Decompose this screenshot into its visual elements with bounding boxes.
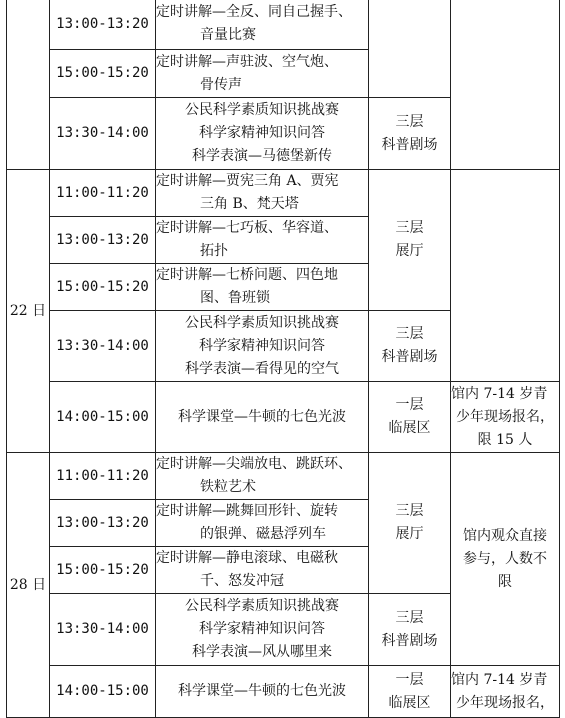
time-cell: 13:30-14:00	[50, 98, 156, 170]
day-cell	[7, 0, 50, 170]
time-cell: 13:00-13:20	[50, 217, 156, 264]
venue-line: 三层	[395, 609, 424, 626]
activity-line: 科学表演—马德堡新传	[192, 148, 332, 164]
activity-line: 科学家精神知识问答	[199, 125, 325, 141]
activity-line: 公民科学素质知识挑战赛	[185, 314, 339, 331]
venue-cell	[369, 0, 451, 98]
note-cell	[451, 170, 560, 382]
activity-cell	[156, 0, 369, 50]
activity-line: 公民科学素质知识挑战赛	[185, 598, 339, 614]
note-line: 限	[498, 573, 512, 590]
note-line: 少年现场报名，	[456, 408, 554, 425]
activity-line: 科学家精神知识问答	[199, 621, 325, 637]
activity-line: 定时讲解—静电滚球、电磁秋	[156, 550, 338, 566]
day-cell: 22 日	[7, 170, 50, 453]
venue-cell	[369, 382, 451, 453]
activity-line: 科学表演—看得见的空气	[185, 360, 339, 377]
activity-line: 定时讲解—七桥问题、四色地	[156, 267, 338, 283]
activity-line: 拓扑	[200, 243, 228, 259]
activity-cell	[156, 170, 369, 217]
table-row	[7, 0, 560, 50]
activity-line: 科学课堂—牛顿的七色光波	[178, 683, 346, 699]
activity-line: 公民科学素质知识挑战赛	[185, 102, 339, 118]
table-row	[7, 170, 560, 217]
activity-cell	[156, 217, 369, 264]
activity-line: 科学家精神知识问答	[199, 337, 325, 354]
time-cell: 11:00-11:20	[50, 170, 156, 217]
activity-cell	[156, 666, 369, 718]
venue-line: 科普剧场	[381, 632, 438, 649]
venue-cell	[369, 98, 451, 170]
time-cell: 15:00-15:20	[50, 264, 156, 311]
venue-cell	[369, 170, 451, 311]
time-cell: 15:00-15:20	[50, 547, 156, 594]
activity-line: 定时讲解—跳舞回形针、旋转	[156, 503, 338, 519]
time-cell: 13:30-14:00	[50, 311, 156, 382]
time-cell: 11:00-11:20	[50, 453, 156, 500]
note-line: 少年现场报名，	[456, 694, 554, 711]
activity-line: 音量比赛	[200, 27, 256, 43]
activity-cell	[156, 500, 369, 547]
venue-line: 三层	[395, 113, 424, 130]
activity-cell	[156, 382, 369, 453]
activity-cell	[156, 311, 369, 382]
time-cell: 13:30-14:00	[50, 594, 156, 666]
time-cell: 14:00-15:00	[50, 382, 156, 453]
venue-line: 科普剧场	[381, 349, 438, 365]
activity-line: 的银弹、磁悬浮列车	[200, 526, 326, 542]
note-line: 限 15 人	[477, 431, 533, 448]
activity-line: 铁粒艺术	[200, 479, 256, 495]
note-line: 馆内 7-14 岁青	[451, 385, 548, 402]
activity-line: 定时讲解—全反、同自己握手、	[156, 4, 352, 20]
activity-line: 千、怒发冲冠	[200, 573, 284, 589]
venue-cell	[369, 594, 451, 666]
activity-line: 科学课堂—牛顿的七色光波	[178, 408, 346, 425]
venue-line: 三层	[395, 220, 424, 236]
venue-line: 一层	[395, 671, 424, 688]
venue-cell	[369, 666, 451, 718]
activity-cell	[156, 594, 369, 666]
note-line: 参与，人数不	[463, 550, 547, 567]
venue-line: 三层	[395, 503, 424, 519]
venue-line: 一层	[395, 397, 424, 413]
activity-line: 定时讲解—七巧板、华容道、	[156, 220, 338, 236]
venue-line: 展厅	[395, 243, 424, 259]
activity-line: 科学表演—风从哪里来	[192, 644, 332, 660]
activity-cell	[156, 453, 369, 500]
venue-cell	[369, 311, 451, 382]
activity-line: 骨传声	[200, 76, 242, 93]
venue-line: 临展区	[388, 420, 431, 436]
venue-cell	[369, 453, 451, 594]
table-row	[7, 453, 560, 500]
activity-cell	[156, 264, 369, 311]
activity-line: 定时讲解—贾宪三角 A、贾宪	[156, 173, 339, 189]
venue-line: 临展区	[388, 694, 431, 711]
note-cell	[451, 0, 560, 170]
activity-cell	[156, 98, 369, 170]
venue-line: 科普剧场	[381, 136, 438, 153]
time-cell: 13:00-13:20	[50, 500, 156, 547]
activity-cell	[156, 547, 369, 594]
schedule-table	[6, 0, 560, 718]
table-row	[7, 382, 560, 453]
venue-line: 展厅	[395, 526, 424, 542]
note-line: 馆内观众直接	[463, 527, 547, 544]
time-cell: 15:00-15:20	[50, 50, 156, 98]
activity-line: 三角 B、梵天塔	[200, 196, 299, 212]
time-cell: 13:00-13:20	[50, 0, 156, 50]
note-cell	[451, 453, 560, 666]
venue-line: 三层	[395, 326, 424, 342]
note-line: 馆内 7-14 岁青	[451, 671, 548, 688]
note-cell	[451, 382, 560, 453]
activity-cell	[156, 50, 369, 98]
table-row	[7, 666, 560, 718]
time-cell: 14:00-15:00	[50, 666, 156, 718]
day-cell: 28 日	[7, 453, 50, 718]
activity-line: 图、鲁班锁	[200, 290, 270, 306]
note-cell	[451, 666, 560, 718]
activity-line: 定时讲解—声驻波、空气炮、	[156, 53, 338, 70]
activity-line: 定时讲解—尖端放电、跳跃环、	[156, 456, 352, 472]
